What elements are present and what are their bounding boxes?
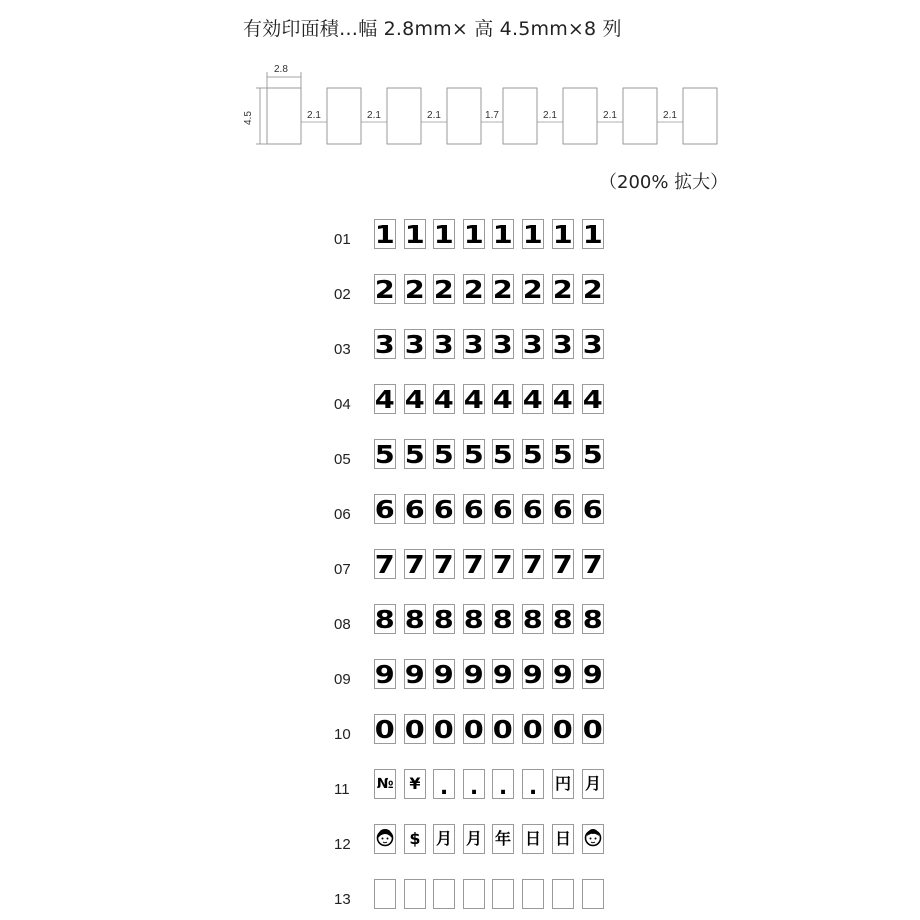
glyph-cell <box>582 439 604 469</box>
glyph: 3 <box>433 329 455 359</box>
glyph: 7 <box>374 549 396 579</box>
glyph-cell <box>522 549 544 579</box>
gap-label: 2.1 <box>603 110 617 121</box>
glyph: 1 <box>433 219 455 249</box>
glyph: 0 <box>552 714 574 744</box>
glyph-cell <box>463 274 485 304</box>
glyph-cell <box>404 549 426 579</box>
glyph: 7 <box>433 549 455 579</box>
glyph-cell <box>404 824 426 854</box>
gap-label: 2.1 <box>367 110 381 121</box>
glyph: 6 <box>463 494 485 524</box>
width-label: 2.8 <box>274 64 288 75</box>
glyph-cell <box>582 714 604 744</box>
glyph-cell <box>433 714 455 744</box>
glyph: 8 <box>404 604 426 634</box>
glyph-cell <box>433 549 455 579</box>
glyph-cell <box>552 714 574 744</box>
glyph: 8 <box>374 604 396 634</box>
glyph-cell <box>463 549 485 579</box>
glyph-cell <box>552 219 574 249</box>
glyph-cell <box>582 329 604 359</box>
gap-label: 2.1 <box>307 110 321 121</box>
glyph-cell <box>463 604 485 634</box>
row-label: 06 <box>334 506 351 523</box>
height-label: 4.5 <box>243 111 254 125</box>
glyph-cell <box>404 384 426 414</box>
glyph: 6 <box>404 494 426 524</box>
glyph-cell <box>492 219 514 249</box>
glyph: $ <box>409 829 421 848</box>
glyph-cell <box>522 659 544 689</box>
glyph-cell <box>433 439 455 469</box>
glyph: 0 <box>522 714 544 744</box>
glyph-cell <box>552 384 574 414</box>
glyph-cell <box>374 879 396 909</box>
glyph-cell <box>492 769 514 799</box>
glyph-cell <box>582 824 604 854</box>
glyph: 2 <box>463 274 485 304</box>
glyph: 4 <box>404 384 426 414</box>
row-label: 12 <box>334 836 351 853</box>
glyph: 9 <box>552 659 574 689</box>
glyph-cell <box>552 494 574 524</box>
glyph-cell <box>433 384 455 414</box>
glyph-cell <box>522 384 544 414</box>
glyph-cell <box>404 494 426 524</box>
row-label: 03 <box>334 341 351 358</box>
glyph: 7 <box>552 549 574 579</box>
row-label: 07 <box>334 561 351 578</box>
row-label: 08 <box>334 616 351 633</box>
glyph: 月 <box>435 829 452 848</box>
glyph-cell <box>492 494 514 524</box>
glyph: . <box>439 775 449 800</box>
row-label: 11 <box>334 781 350 798</box>
glyph: 4 <box>463 384 485 414</box>
glyph-cell <box>433 824 455 854</box>
glyph-cell <box>374 274 396 304</box>
glyph-cell <box>522 494 544 524</box>
glyph-cell <box>552 659 574 689</box>
glyph-cell <box>463 824 485 854</box>
glyph: 月 <box>465 829 482 848</box>
print-area-diagram <box>0 0 920 200</box>
glyph-cell <box>404 439 426 469</box>
enlarge-note: （200% 拡大） <box>599 172 729 193</box>
column-box <box>447 88 481 144</box>
glyph: 8 <box>433 604 455 634</box>
glyph-cell <box>404 769 426 799</box>
glyph: 6 <box>522 494 544 524</box>
glyph-cell <box>463 329 485 359</box>
glyph-cell <box>582 384 604 414</box>
glyph: 2 <box>492 274 514 304</box>
glyph: 1 <box>404 219 426 249</box>
glyph-cell <box>463 219 485 249</box>
glyph: 4 <box>492 384 514 414</box>
glyph-cell <box>433 604 455 634</box>
glyph-cell <box>463 659 485 689</box>
glyph-cell <box>552 824 574 854</box>
glyph: 0 <box>433 714 455 744</box>
glyph: 3 <box>374 329 396 359</box>
glyph: 0 <box>463 714 485 744</box>
glyph: 7 <box>463 549 485 579</box>
glyph-cell <box>582 274 604 304</box>
row-label: 05 <box>334 451 351 468</box>
gap-label: 2.1 <box>663 110 677 121</box>
column-box <box>327 88 361 144</box>
glyph-cell <box>492 714 514 744</box>
glyph-cell <box>492 384 514 414</box>
glyph: 5 <box>552 439 574 469</box>
glyph-cell <box>404 274 426 304</box>
glyph: 5 <box>492 439 514 469</box>
glyph: 円 <box>554 774 571 793</box>
glyph-cell <box>552 769 574 799</box>
glyph: 3 <box>582 329 604 359</box>
row-label: 13 <box>334 891 351 908</box>
glyph: 4 <box>552 384 574 414</box>
glyph-cell <box>522 714 544 744</box>
gap-label: 2.1 <box>543 110 557 121</box>
glyph-cell <box>374 824 396 854</box>
glyph-cell <box>582 604 604 634</box>
glyph: 0 <box>492 714 514 744</box>
glyph-cell <box>582 769 604 799</box>
glyph-cell <box>492 604 514 634</box>
glyph: 5 <box>433 439 455 469</box>
gap-label: 1.7 <box>485 110 499 121</box>
glyph: 3 <box>552 329 574 359</box>
glyph-cell <box>463 494 485 524</box>
glyph: 8 <box>582 604 604 634</box>
glyph: 1 <box>374 219 396 249</box>
glyph: 月 <box>584 774 601 793</box>
glyph: 1 <box>492 219 514 249</box>
glyph-cell <box>522 769 544 799</box>
glyph: 1 <box>522 219 544 249</box>
glyph-cell <box>492 659 514 689</box>
glyph-cell <box>374 769 396 799</box>
face-girl-icon <box>375 827 395 851</box>
glyph-cell <box>522 439 544 469</box>
glyph-cell <box>433 494 455 524</box>
glyph: 2 <box>522 274 544 304</box>
glyph-cell <box>463 769 485 799</box>
glyph: ¥ <box>409 774 421 793</box>
glyph-cell <box>404 604 426 634</box>
glyph: 5 <box>463 439 485 469</box>
glyph-cell <box>374 714 396 744</box>
glyph-cell <box>374 329 396 359</box>
row-label: 01 <box>334 231 351 248</box>
glyph: 9 <box>582 659 604 689</box>
glyph: 2 <box>552 274 574 304</box>
glyph: 2 <box>374 274 396 304</box>
glyph-cell <box>404 714 426 744</box>
glyph-cell <box>492 549 514 579</box>
glyph-cell <box>582 494 604 524</box>
glyph: 1 <box>552 219 574 249</box>
glyph: 8 <box>463 604 485 634</box>
glyph: 8 <box>522 604 544 634</box>
glyph-cell <box>522 274 544 304</box>
glyph: 5 <box>522 439 544 469</box>
glyph-cell <box>404 659 426 689</box>
glyph-cell <box>374 219 396 249</box>
glyph-cell <box>582 219 604 249</box>
column-box <box>503 88 537 144</box>
glyph-cell <box>522 879 544 909</box>
glyph-cell <box>404 329 426 359</box>
glyph: 6 <box>492 494 514 524</box>
glyph: 7 <box>522 549 544 579</box>
glyph: № <box>376 776 394 792</box>
glyph-cell <box>374 604 396 634</box>
glyph-cell <box>463 384 485 414</box>
glyph: 6 <box>374 494 396 524</box>
glyph: 5 <box>404 439 426 469</box>
glyph-cell <box>522 329 544 359</box>
glyph-cell <box>433 219 455 249</box>
glyph: 7 <box>582 549 604 579</box>
glyph: 9 <box>374 659 396 689</box>
column-box <box>683 88 717 144</box>
glyph-cell <box>582 659 604 689</box>
glyph: 2 <box>433 274 455 304</box>
glyph-cell <box>463 714 485 744</box>
glyph-cell <box>374 384 396 414</box>
glyph: 3 <box>522 329 544 359</box>
page-title: 有効印面積…幅 2.8mm× 高 4.5mm×8 列 <box>243 18 622 40</box>
column-box <box>387 88 421 144</box>
glyph: 5 <box>582 439 604 469</box>
glyph: 0 <box>582 714 604 744</box>
glyph-cell <box>433 329 455 359</box>
glyph: 0 <box>404 714 426 744</box>
glyph-cell <box>492 824 514 854</box>
glyph-cell <box>374 494 396 524</box>
glyph: 日 <box>554 829 571 848</box>
glyph-cell <box>433 274 455 304</box>
glyph: 4 <box>582 384 604 414</box>
row-label: 09 <box>334 671 351 688</box>
glyph-cell <box>404 879 426 909</box>
glyph-cell <box>552 879 574 909</box>
glyph-cell <box>374 439 396 469</box>
glyph: 3 <box>463 329 485 359</box>
glyph-cell <box>522 604 544 634</box>
glyph: 6 <box>582 494 604 524</box>
glyph-cell <box>433 659 455 689</box>
glyph: 9 <box>522 659 544 689</box>
glyph-cell <box>552 439 574 469</box>
glyph-cell <box>404 219 426 249</box>
glyph: 9 <box>404 659 426 689</box>
glyph: 9 <box>463 659 485 689</box>
glyph: 6 <box>552 494 574 524</box>
glyph: . <box>469 775 479 800</box>
glyph: 0 <box>374 714 396 744</box>
glyph: 5 <box>374 439 396 469</box>
glyph: 8 <box>492 604 514 634</box>
glyph: 日 <box>524 829 541 848</box>
glyph: 4 <box>433 384 455 414</box>
glyph: 6 <box>433 494 455 524</box>
column-box <box>623 88 657 144</box>
glyph: 2 <box>582 274 604 304</box>
row-label: 02 <box>334 286 351 303</box>
glyph-cell <box>492 329 514 359</box>
glyph-cell <box>552 274 574 304</box>
glyph: 4 <box>522 384 544 414</box>
face-boy-icon <box>583 827 603 851</box>
glyph: 8 <box>552 604 574 634</box>
glyph: 年 <box>494 829 511 848</box>
glyph: 7 <box>492 549 514 579</box>
row-label: 04 <box>334 396 351 413</box>
glyph-cell <box>522 219 544 249</box>
glyph: 7 <box>404 549 426 579</box>
glyph: 9 <box>433 659 455 689</box>
glyph: 3 <box>492 329 514 359</box>
glyph-cell <box>582 879 604 909</box>
glyph-cell <box>582 549 604 579</box>
glyph: 9 <box>492 659 514 689</box>
glyph-cell <box>463 439 485 469</box>
glyph: 4 <box>374 384 396 414</box>
column-box <box>267 88 301 144</box>
glyph-cell <box>492 274 514 304</box>
glyph: . <box>498 775 508 800</box>
glyph: . <box>528 775 538 800</box>
column-box <box>563 88 597 144</box>
glyph-cell <box>552 549 574 579</box>
glyph: 1 <box>463 219 485 249</box>
glyph: 2 <box>404 274 426 304</box>
glyph: 1 <box>582 219 604 249</box>
glyph-cell <box>433 879 455 909</box>
glyph-cell <box>463 879 485 909</box>
glyph-cell <box>374 659 396 689</box>
row-label: 10 <box>334 726 351 743</box>
glyph-cell <box>433 769 455 799</box>
column-boxes <box>267 88 717 144</box>
glyph: 3 <box>404 329 426 359</box>
glyph-cell <box>374 549 396 579</box>
glyph-cell <box>552 329 574 359</box>
glyph-cell <box>492 439 514 469</box>
glyph-cell <box>552 604 574 634</box>
glyph-cell <box>522 824 544 854</box>
glyph-cell <box>492 879 514 909</box>
gap-label: 2.1 <box>427 110 441 121</box>
